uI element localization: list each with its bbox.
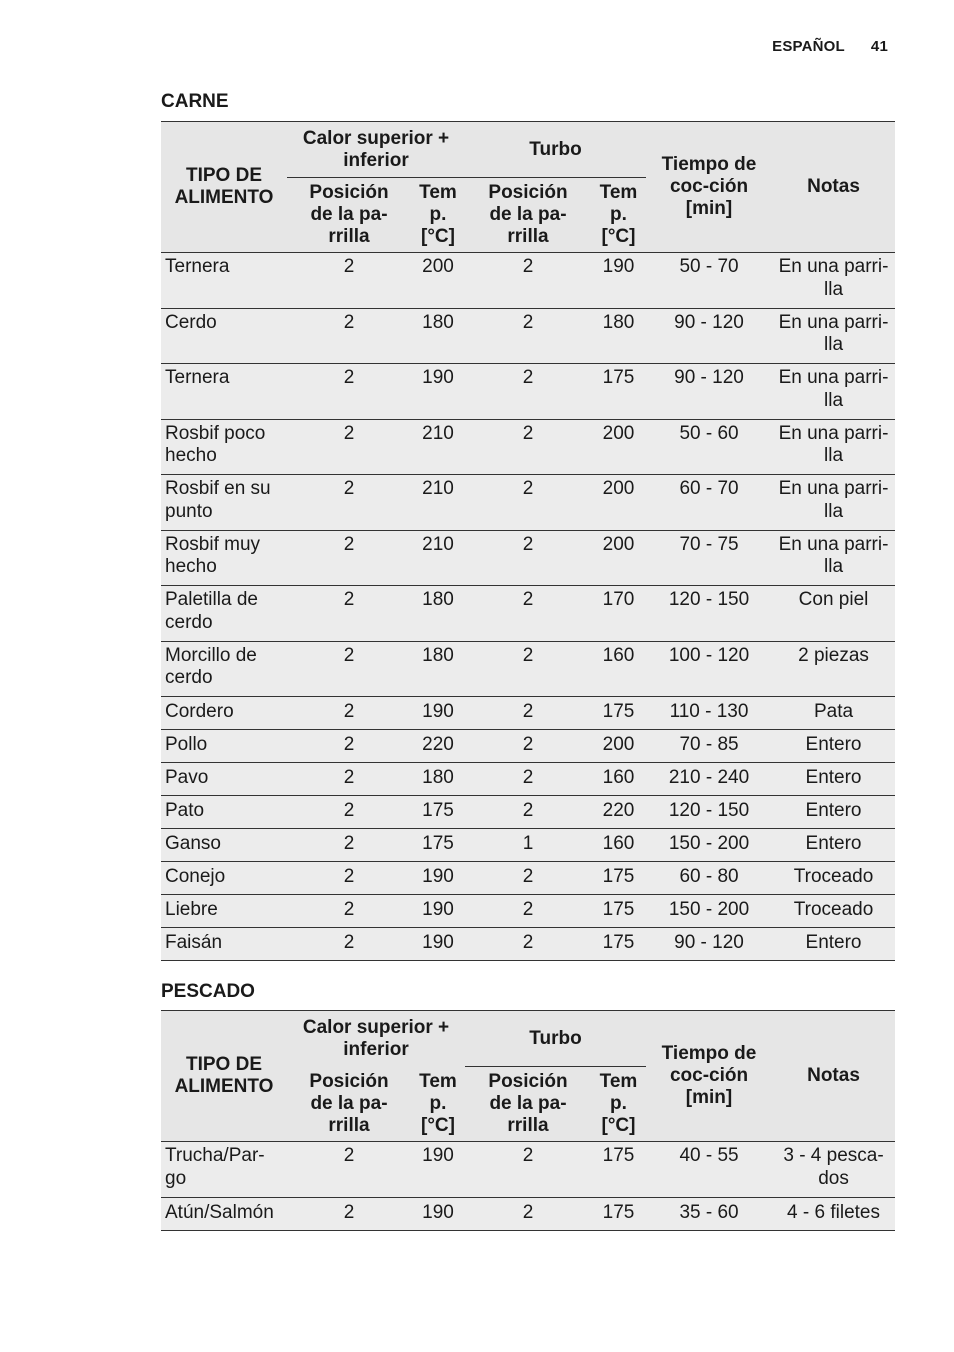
notes: Entero: [772, 829, 895, 862]
cooking-time: 60 - 70: [646, 475, 772, 531]
cooking-time: 120 - 150: [646, 796, 772, 829]
notes: En una parri-lla: [772, 308, 895, 364]
temperature: 180: [411, 641, 465, 697]
shelf-position: 2: [287, 308, 411, 364]
temperature: 200: [591, 419, 646, 475]
temperature: 200: [591, 475, 646, 531]
cooking-time: 70 - 75: [646, 530, 772, 586]
cooking-time: 40 - 55: [646, 1142, 772, 1198]
shelf-position: 2: [287, 419, 411, 475]
cooking-time: 210 - 240: [646, 763, 772, 796]
temperature: 210: [411, 419, 465, 475]
food-name: Rosbif muy hecho: [161, 530, 287, 586]
header-shelf-position: Posición de la pa-rrilla: [465, 1067, 591, 1142]
temperature: 200: [591, 530, 646, 586]
shelf-position: 2: [465, 895, 591, 928]
temperature: 180: [411, 763, 465, 796]
food-name: Liebre: [161, 895, 287, 928]
table-row: [161, 829, 895, 862]
cooking-time: 150 - 200: [646, 829, 772, 862]
cooking-time: 50 - 70: [646, 253, 772, 309]
shelf-position: 2: [287, 364, 411, 420]
shelf-position: 2: [287, 730, 411, 763]
table-row: [161, 475, 895, 531]
shelf-position: 2: [287, 796, 411, 829]
shelf-position: 2: [465, 364, 591, 420]
temperature: 180: [411, 308, 465, 364]
notes: 3 - 4 pesca-dos: [772, 1142, 895, 1198]
food-name: Conejo: [161, 862, 287, 895]
cooking-time: 90 - 120: [646, 308, 772, 364]
page-number: 41: [870, 38, 888, 55]
temperature: 200: [411, 253, 465, 309]
food-name: Trucha/Par-go: [161, 1142, 287, 1198]
shelf-position: 2: [465, 763, 591, 796]
food-name: Pollo: [161, 730, 287, 763]
temperature: 160: [591, 641, 646, 697]
table-row: [161, 530, 895, 586]
table-row: [161, 1197, 895, 1230]
notes: Troceado: [772, 895, 895, 928]
temperature: 175: [591, 895, 646, 928]
temperature: 220: [411, 730, 465, 763]
temperature: 175: [591, 862, 646, 895]
shelf-position: 2: [465, 862, 591, 895]
header-notes: Notas: [772, 122, 895, 253]
temperature: 190: [591, 253, 646, 309]
shelf-position: 2: [287, 895, 411, 928]
temperature: 180: [411, 586, 465, 642]
temperature: 190: [411, 928, 465, 961]
table-row: [161, 308, 895, 364]
header-shelf-position: Posición de la pa-rrilla: [287, 1067, 411, 1142]
food-name: Rosbif poco hecho: [161, 419, 287, 475]
language-label: ESPAÑOL: [772, 38, 845, 55]
temperature: 190: [411, 1197, 465, 1230]
temperature: 210: [411, 530, 465, 586]
header-shelf-position: Posición de la pa-rrilla: [465, 178, 591, 253]
shelf-position: 2: [287, 641, 411, 697]
notes: 2 piezas: [772, 641, 895, 697]
shelf-position: 2: [287, 697, 411, 730]
shelf-position: 2: [465, 419, 591, 475]
table-row: [161, 1142, 895, 1198]
cooking-time: 35 - 60: [646, 1197, 772, 1230]
shelf-position: 2: [465, 308, 591, 364]
temperature: 175: [591, 697, 646, 730]
temperature: 175: [591, 364, 646, 420]
notes: Entero: [772, 928, 895, 961]
shelf-position: 2: [287, 1142, 411, 1198]
food-name: Cordero: [161, 697, 287, 730]
temperature: 190: [411, 862, 465, 895]
table-row: [161, 419, 895, 475]
temperature: 220: [591, 796, 646, 829]
table-row: [161, 763, 895, 796]
temperature: 160: [591, 829, 646, 862]
header-temperature: Tem p. [°C]: [591, 178, 646, 253]
table-row: [161, 862, 895, 895]
notes: En una parri-lla: [772, 530, 895, 586]
header-cooking-time: Tiempo de coc-ción [min]: [646, 1011, 772, 1142]
temperature: 210: [411, 475, 465, 531]
section-title-carne: CARNE: [161, 91, 229, 112]
section-title-pescado: PESCADO: [161, 981, 255, 1002]
cooking-time: 90 - 120: [646, 928, 772, 961]
table-row: [161, 697, 895, 730]
food-name: Morcillo de cerdo: [161, 641, 287, 697]
header-food-type: TIPO DE ALIMENTO: [161, 1011, 287, 1142]
notes: Troceado: [772, 862, 895, 895]
notes: En una parri-lla: [772, 475, 895, 531]
temperature: 190: [411, 364, 465, 420]
food-name: Cerdo: [161, 308, 287, 364]
shelf-position: 2: [287, 763, 411, 796]
carne-table: [161, 121, 895, 961]
table-row: [161, 641, 895, 697]
notes: En una parri-lla: [772, 419, 895, 475]
shelf-position: 1: [465, 829, 591, 862]
cooking-time: 90 - 120: [646, 364, 772, 420]
shelf-position: 2: [465, 641, 591, 697]
shelf-position: 2: [287, 586, 411, 642]
cooking-time: 120 - 150: [646, 586, 772, 642]
shelf-position: 2: [465, 253, 591, 309]
food-name: Ternera: [161, 253, 287, 309]
table-row: [161, 895, 895, 928]
running-header: [772, 38, 888, 55]
table-row: [161, 730, 895, 763]
temperature: 200: [591, 730, 646, 763]
food-name: Rosbif en su punto: [161, 475, 287, 531]
temperature: 175: [591, 1197, 646, 1230]
shelf-position: 2: [287, 862, 411, 895]
food-name: Pato: [161, 796, 287, 829]
temperature: 175: [591, 1142, 646, 1198]
shelf-position: 2: [465, 730, 591, 763]
notes: Entero: [772, 730, 895, 763]
notes: Entero: [772, 796, 895, 829]
cooking-time: 60 - 80: [646, 862, 772, 895]
food-name: Atún/Salmón: [161, 1197, 287, 1230]
temperature: 160: [591, 763, 646, 796]
table-row: [161, 586, 895, 642]
notes: Pata: [772, 697, 895, 730]
cooking-time: 100 - 120: [646, 641, 772, 697]
food-name: Ganso: [161, 829, 287, 862]
shelf-position: 2: [287, 253, 411, 309]
shelf-position: 2: [287, 530, 411, 586]
notes: 4 - 6 filetes: [772, 1197, 895, 1230]
header-group-top-bottom-heat: Calor superior + inferior: [287, 1011, 465, 1067]
shelf-position: 2: [287, 928, 411, 961]
table-row: [161, 253, 895, 309]
shelf-position: 2: [465, 530, 591, 586]
shelf-position: 2: [287, 829, 411, 862]
shelf-position: 2: [465, 475, 591, 531]
cooking-time: 50 - 60: [646, 419, 772, 475]
shelf-position: 2: [465, 586, 591, 642]
temperature: 175: [591, 928, 646, 961]
pescado-table: [161, 1010, 895, 1231]
notes: Con piel: [772, 586, 895, 642]
temperature: 175: [411, 829, 465, 862]
table-row: [161, 796, 895, 829]
cooking-time: 70 - 85: [646, 730, 772, 763]
temperature: 175: [411, 796, 465, 829]
food-name: Paletilla de cerdo: [161, 586, 287, 642]
food-name: Faisán: [161, 928, 287, 961]
notes: En una parri-lla: [772, 253, 895, 309]
cooking-time: 110 - 130: [646, 697, 772, 730]
table-row: [161, 928, 895, 961]
shelf-position: 2: [287, 1197, 411, 1230]
header-temperature: Tem p. [°C]: [411, 178, 465, 253]
header-temperature: Tem p. [°C]: [411, 1067, 465, 1142]
header-temperature: Tem p. [°C]: [591, 1067, 646, 1142]
header-food-type: TIPO DE ALIMENTO: [161, 122, 287, 253]
food-name: Ternera: [161, 364, 287, 420]
food-name: Pavo: [161, 763, 287, 796]
temperature: 180: [591, 308, 646, 364]
header-group-top-bottom-heat: Calor superior + inferior: [287, 122, 465, 178]
header-group-turbo: Turbo: [465, 1011, 646, 1067]
header-shelf-position: Posición de la pa-rrilla: [287, 178, 411, 253]
notes: En una parri-lla: [772, 364, 895, 420]
shelf-position: 2: [465, 796, 591, 829]
temperature: 190: [411, 1142, 465, 1198]
table-row: [161, 364, 895, 420]
temperature: 170: [591, 586, 646, 642]
shelf-position: 2: [465, 928, 591, 961]
temperature: 190: [411, 697, 465, 730]
header-cooking-time: Tiempo de coc-ción [min]: [646, 122, 772, 253]
cooking-time: 150 - 200: [646, 895, 772, 928]
notes: Entero: [772, 763, 895, 796]
shelf-position: 2: [465, 1142, 591, 1198]
shelf-position: 2: [465, 1197, 591, 1230]
shelf-position: 2: [465, 697, 591, 730]
header-group-turbo: Turbo: [465, 122, 646, 178]
temperature: 190: [411, 895, 465, 928]
header-notes: Notas: [772, 1011, 895, 1142]
shelf-position: 2: [287, 475, 411, 531]
